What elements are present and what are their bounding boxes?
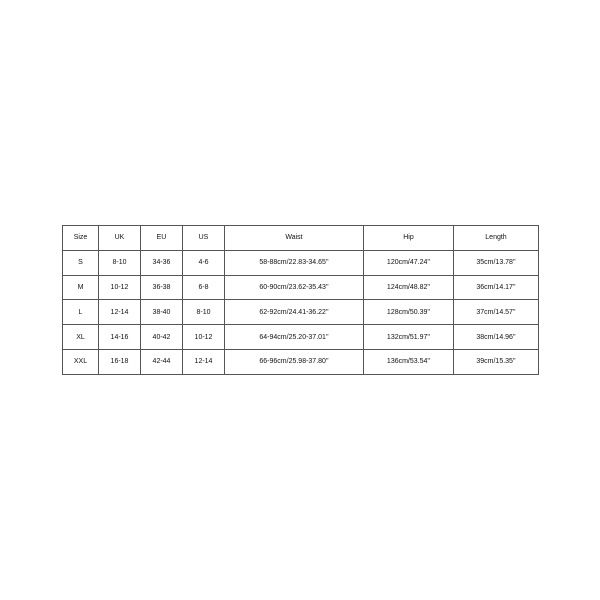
header-length: Length xyxy=(454,226,539,251)
cell-size: M xyxy=(63,275,99,300)
cell-waist: 60-90cm/23.62-35.43'' xyxy=(225,275,364,300)
cell-uk: 14-16 xyxy=(99,325,141,350)
table-row xyxy=(63,325,539,350)
cell-size: XXL xyxy=(63,349,99,374)
cell-eu: 36-38 xyxy=(141,275,183,300)
cell-size: XL xyxy=(63,325,99,350)
cell-uk: 10-12 xyxy=(99,275,141,300)
cell-hip: 128cm/50.39'' xyxy=(364,300,454,325)
cell-length: 36cm/14.17'' xyxy=(454,275,539,300)
table-header-row xyxy=(63,226,539,251)
header-eu: EU xyxy=(141,226,183,251)
cell-length: 37cm/14.57'' xyxy=(454,300,539,325)
header-us: US xyxy=(183,226,225,251)
cell-hip: 136cm/53.54'' xyxy=(364,349,454,374)
cell-waist: 64-94cm/25.20-37.01'' xyxy=(225,325,364,350)
cell-hip: 124cm/48.82'' xyxy=(364,275,454,300)
cell-us: 12-14 xyxy=(183,349,225,374)
header-hip: Hip xyxy=(364,226,454,251)
cell-length: 38cm/14.96'' xyxy=(454,325,539,350)
cell-us: 6-8 xyxy=(183,275,225,300)
cell-size: L xyxy=(63,300,99,325)
cell-waist: 58-88cm/22.83-34.65'' xyxy=(225,250,364,275)
cell-hip: 120cm/47.24'' xyxy=(364,250,454,275)
cell-uk: 12-14 xyxy=(99,300,141,325)
cell-us: 8-10 xyxy=(183,300,225,325)
table-row xyxy=(63,349,539,374)
cell-uk: 16-18 xyxy=(99,349,141,374)
cell-hip: 132cm/51.97'' xyxy=(364,325,454,350)
cell-eu: 34-36 xyxy=(141,250,183,275)
cell-us: 4-6 xyxy=(183,250,225,275)
cell-waist: 62-92cm/24.41-36.22'' xyxy=(225,300,364,325)
cell-eu: 42-44 xyxy=(141,349,183,374)
cell-eu: 38-40 xyxy=(141,300,183,325)
cell-waist: 66-96cm/25.98-37.80'' xyxy=(225,349,364,374)
header-size: Size xyxy=(63,226,99,251)
table-row xyxy=(63,275,539,300)
header-waist: Waist xyxy=(225,226,364,251)
cell-length: 35cm/13.78'' xyxy=(454,250,539,275)
table-row xyxy=(63,250,539,275)
cell-eu: 40-42 xyxy=(141,325,183,350)
header-uk: UK xyxy=(99,226,141,251)
size-chart-table xyxy=(62,225,539,375)
cell-length: 39cm/15.35'' xyxy=(454,349,539,374)
cell-us: 10-12 xyxy=(183,325,225,350)
cell-uk: 8-10 xyxy=(99,250,141,275)
table-row xyxy=(63,300,539,325)
cell-size: S xyxy=(63,250,99,275)
